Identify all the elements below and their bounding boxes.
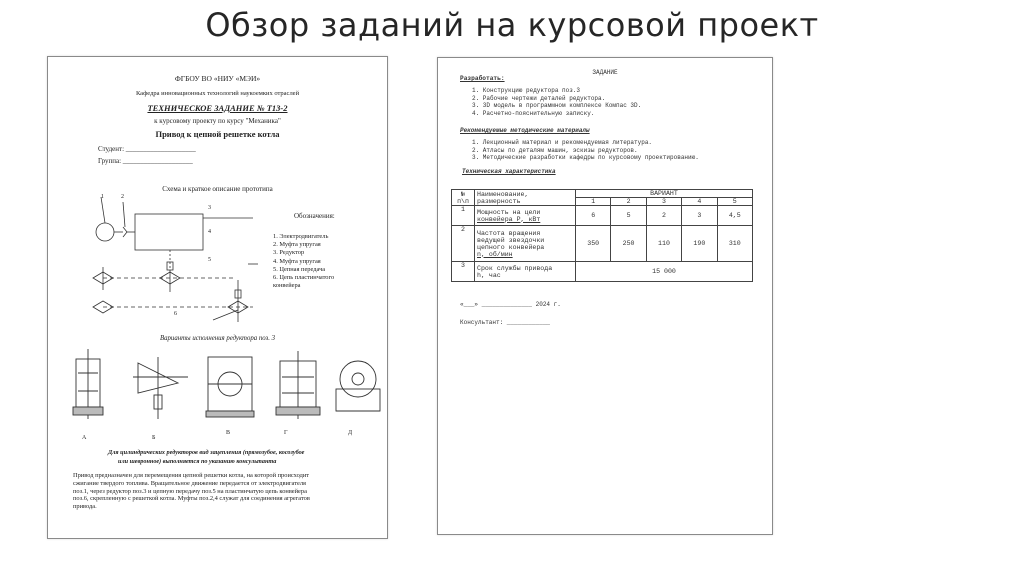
slide-title: Обзор заданий на курсовой проект — [205, 6, 819, 44]
position-number: 2 — [121, 194, 124, 200]
variant-number: 1 — [576, 198, 611, 206]
table-row: 1 Мощность на цели конвейера P, кВт 6 5 2 3 4,5 — [452, 206, 753, 226]
col-name-header: Наименование, размерность — [475, 190, 576, 206]
materials-list — [472, 139, 699, 162]
project-topic: Привод к цепной решетке котла — [155, 129, 280, 139]
position-number: 5 — [208, 257, 211, 263]
variant-number: 4 — [682, 198, 717, 206]
develop-item: 3. 3D модель в программном комплексе Компас 3D. — [472, 102, 642, 110]
materials-item: 2. Атласы по деталям машин, эскизы редукторов. — [472, 146, 638, 154]
kinematic-scheme-drawing — [83, 192, 273, 327]
consultant-line: Консультант: ____________ — [460, 319, 551, 326]
variant-label: Д — [348, 430, 353, 436]
variant-label: Г — [284, 430, 288, 436]
legend-title: Обозначения: — [294, 212, 335, 220]
description-line: сжигание твердого топлива. Вращательное движение передается от электродвигателя — [73, 479, 306, 487]
variant-label: В — [226, 430, 231, 436]
assignment-page-right — [437, 57, 773, 535]
note-line: или шевронное) выполняется по указанию консультанта — [118, 458, 277, 465]
table-row: 3 Срок службы привода h, час 15 000 — [452, 262, 753, 282]
develop-item: 4. Расчетно-пояснительную записку. — [472, 109, 595, 117]
doc-title: ТЕХНИЧЕСКОЕ ЗАДАНИЕ № Т13-2 — [147, 103, 288, 113]
table-header-row — [452, 190, 753, 198]
description-line: поз.6, скрепленную с решеткой котла. Муфты поз.2,4 служат для соединения агрегатов — [73, 495, 310, 503]
legend-list — [273, 233, 334, 290]
legend-item: 3. Редуктор — [273, 249, 305, 257]
position-number: 6 — [174, 311, 177, 317]
schema-title: Схема и краткое описание прототипа — [162, 185, 273, 193]
group-field: Группа: ____________________ — [98, 157, 193, 165]
develop-item: 1. Конструкцию редуктора поз.3 — [472, 87, 581, 94]
table-row: 2 Частота вращения ведущей звездочки цепного конвейера n, об/мин 350 250 110 190 310 — [452, 226, 753, 262]
materials-item: 3. Методические разработки кафедры по курсовому проектированию. — [472, 154, 699, 162]
description-line: Привод предназначен для перемещения цепной решетки котла, на которой происходит — [73, 472, 310, 479]
position-number: 1 — [101, 194, 104, 200]
variant-number: 3 — [646, 198, 681, 206]
gearbox-variants-drawing — [58, 349, 383, 429]
note-line: Для цилиндрических редукторов вид зацепления (прямозубое, косозубое — [108, 449, 305, 456]
spec-table — [451, 189, 753, 282]
variant-number: 2 — [611, 198, 646, 206]
legend-item: 1. Электродвигатель — [273, 233, 329, 240]
variants-title: Варианты исполнения редуктора поз. 3 — [159, 335, 275, 342]
department: Кафедра инновационных технологий наукоемких отраслей — [135, 90, 300, 97]
develop-item: 2. Рабочие чертежи деталей редуктора. — [472, 94, 606, 102]
org-name: ФГБОУ ВО «НИУ «МЭИ» — [174, 74, 261, 83]
position-number: 4 — [208, 229, 211, 235]
description — [73, 472, 310, 511]
student-field: Студент: ____________________ — [98, 145, 196, 153]
assignment-page-left — [47, 56, 388, 539]
variant-number: 5 — [717, 198, 752, 206]
variant-label: А — [82, 435, 87, 441]
description-line: поз.1, через редуктор поз.3 и цепную передачу поз.5 на пластинчатую цепь конвейера — [73, 487, 307, 495]
col-no-header: № п\п — [452, 190, 475, 206]
variant-label: Б — [152, 435, 156, 441]
date-line: «___» ______________ 2024 г. — [460, 301, 561, 308]
variant-header: ВАРИАНТ — [576, 190, 753, 198]
legend-item: конвейера — [273, 282, 301, 290]
legend-item: 2. Муфта упругая — [273, 241, 321, 249]
doc-subtitle: к курсовому проекту по курсу "Механика" — [154, 117, 281, 125]
materials-label: Рекомендуемые методические материалы — [460, 127, 590, 134]
legend-item: 4. Муфта упругая — [273, 257, 321, 265]
tech-label: Техническая характеристика — [462, 168, 556, 175]
merged-value: 15 000 — [576, 262, 753, 282]
materials-item: 1. Лекционный материал и рекомендуемая литература. — [472, 139, 653, 146]
legend-item: 6. Цепь пластинчатого — [273, 274, 335, 282]
develop-label: Разработать: — [460, 75, 505, 82]
legend-item: 5. Цепная передача — [273, 265, 326, 273]
description-line: привода. — [73, 503, 97, 511]
develop-list — [472, 87, 641, 117]
position-number: 3 — [208, 205, 211, 211]
task-header: ЗАДАНИЕ — [592, 69, 618, 76]
